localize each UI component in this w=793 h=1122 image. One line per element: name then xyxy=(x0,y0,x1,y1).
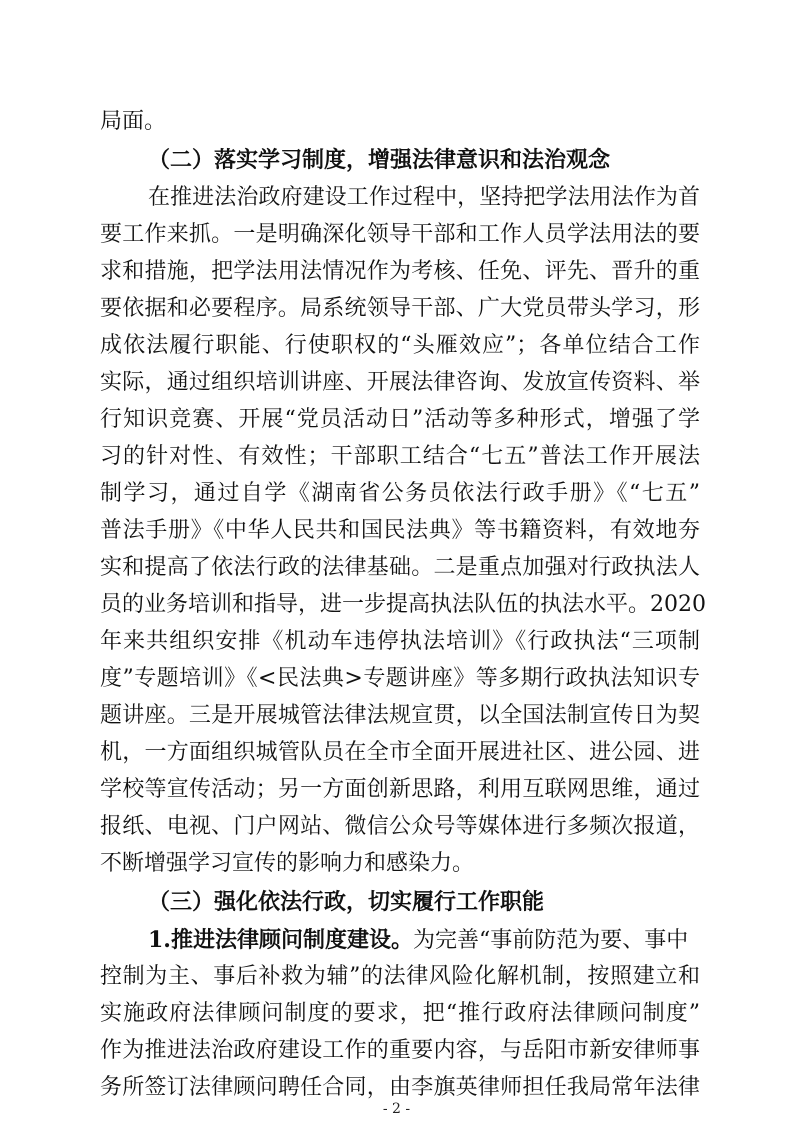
paragraph-line: 学校等宣传活动；另一方面创新思路，利用互联网思维，通过 xyxy=(100,777,700,802)
page-number: - 2 - xyxy=(382,1101,411,1117)
paragraph-line: 要依据和必要程序。局系统领导干部、广大党员带头学习，形 xyxy=(100,296,700,321)
paragraph-line: 报纸、电视、门户网站、微信公众号等媒体进行多频次报道， xyxy=(100,814,700,839)
paragraph-line: 实和提高了依法行政的法律基础。二是重点加强对行政执法人 xyxy=(100,555,700,580)
paragraph-line: 制学习，通过自学《湖南省公务员依法行政手册》《“七五” xyxy=(100,481,700,506)
paragraph-line: 年来共组织安排《机动车违停执法培训》《行政执法“三项制 xyxy=(100,629,700,654)
paragraph-line-first xyxy=(148,922,700,958)
paragraph-line: 局面。 xyxy=(100,109,167,134)
paragraph-line: 在推进法治政府建设工作过程中，坚持把学法用法作为首 xyxy=(148,185,700,210)
section-heading-2: （二）落实学习制度，增强法律意识和法治观念 xyxy=(148,147,611,173)
section-heading-3: （三）强化依法行政，切实履行工作职能 xyxy=(148,889,545,915)
paragraph-line: 题讲座。三是开展城管法律法规宣贯，以全国法制宣传日为契 xyxy=(100,703,700,728)
paragraph-line: 员的业务培训和指导，进一步提高执法队伍的执法水平。2020 xyxy=(100,592,706,617)
paragraph-line: 求和措施，把学法用法情况作为考核、任免、评先、晋升的重 xyxy=(100,259,700,284)
paragraph-line: 行知识竞赛、开展“党员活动日”活动等多种形式，增强了学 xyxy=(100,407,700,432)
paragraph-line: 要工作来抓。一是明确深化领导干部和工作人员学法用法的要 xyxy=(100,222,700,247)
subsection-heading: 1.推进法律顾问制度建设。 xyxy=(148,927,413,953)
paragraph-line: 普法手册》《中华人民共和国民法典》等书籍资料，有效地夯 xyxy=(100,518,700,543)
paragraph-line: 控制为主、事后补救为辅”的法律风险化解机制，按照建立和 xyxy=(100,964,700,989)
paragraph-line: 不断增强学习宣传的影响力和感染力。 xyxy=(100,851,475,876)
paragraph-line: 实际，通过组织培训讲座、开展法律咨询、发放宣传资料、举 xyxy=(100,370,700,395)
paragraph-line: 实施政府法律顾问制度的要求，把“推行政府法律顾问制度” xyxy=(100,1001,700,1026)
paragraph-text: 为完善“事前防范为要、事中 xyxy=(412,928,689,953)
paragraph-line: 习的针对性、有效性；干部职工结合“七五”普法工作开展法 xyxy=(100,444,700,469)
paragraph-line: 作为推进法治政府建设工作的重要内容，与岳阳市新安律师事 xyxy=(100,1038,700,1063)
paragraph-line: 务所签订法律顾问聘任合同，由李旗英律师担任我局常年法律 xyxy=(100,1075,700,1100)
paragraph-line: 机，一方面组织城管队员在全市全面开展进社区、进公园、进 xyxy=(100,740,700,765)
paragraph-line: 成依法履行职能、行使职权的“头雁效应”；各单位结合工作 xyxy=(100,333,700,358)
paragraph-line: 度”专题培训》《<民法典>专题讲座》等多期行政执法知识专 xyxy=(100,666,700,691)
